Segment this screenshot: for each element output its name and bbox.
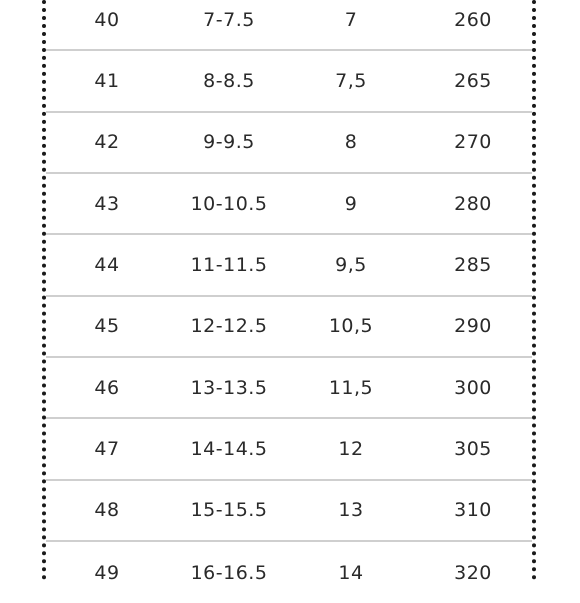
table-row	[46, 51, 532, 112]
table-cell: 12	[338, 437, 364, 460]
table-cell: 320	[454, 561, 492, 584]
table-row	[46, 113, 532, 174]
table-row	[46, 174, 532, 235]
table-cell: 10-10.5	[190, 192, 268, 215]
table-cell: 300	[454, 376, 492, 399]
table-cell: 290	[454, 315, 492, 338]
table-cell: 7	[344, 8, 358, 31]
table-cell: 285	[454, 253, 492, 276]
table-cell: 310	[454, 499, 492, 522]
table-cell: 43	[94, 192, 120, 215]
table-row	[46, 0, 532, 51]
table-cell: 260	[454, 8, 492, 31]
table-row	[46, 297, 532, 358]
table-cell: 42	[94, 131, 120, 154]
table-cell: 11,5	[328, 376, 374, 399]
table-row	[46, 542, 532, 603]
table-cell: 41	[94, 69, 120, 92]
size-chart-table	[46, 0, 532, 603]
table-cell: 40	[94, 8, 120, 31]
table-row	[46, 235, 532, 296]
table-cell: 44	[94, 253, 120, 276]
table-cell: 9-9.5	[203, 131, 255, 154]
table-row	[46, 419, 532, 480]
table-cell: 12-12.5	[190, 315, 268, 338]
table-cell: 265	[454, 69, 492, 92]
table-cell: 16-16.5	[190, 561, 268, 584]
table-cell: 8	[344, 131, 358, 154]
table-cell: 13-13.5	[190, 376, 268, 399]
table-cell: 7-7.5	[203, 8, 255, 31]
table-cell: 305	[454, 437, 492, 460]
table-cell: 8-8.5	[203, 69, 255, 92]
table-row	[46, 481, 532, 542]
table-cell: 15-15.5	[190, 499, 268, 522]
table-cell: 9,5	[335, 253, 367, 276]
table-cell: 280	[454, 192, 492, 215]
table-cell: 49	[94, 561, 120, 584]
table-cell: 11-11.5	[190, 253, 268, 276]
table-cell: 13	[338, 499, 364, 522]
table-cell: 47	[94, 437, 120, 460]
table-cell: 14	[338, 561, 364, 584]
table-cell: 10,5	[328, 315, 374, 338]
table-cell: 46	[94, 376, 120, 399]
table-cell: 7,5	[335, 69, 367, 92]
table-cell: 14-14.5	[190, 437, 268, 460]
table-cell: 45	[94, 315, 120, 338]
table-cell: 48	[94, 499, 120, 522]
table-row	[46, 358, 532, 419]
table-cell: 9	[344, 192, 358, 215]
table-cell: 270	[454, 131, 492, 154]
